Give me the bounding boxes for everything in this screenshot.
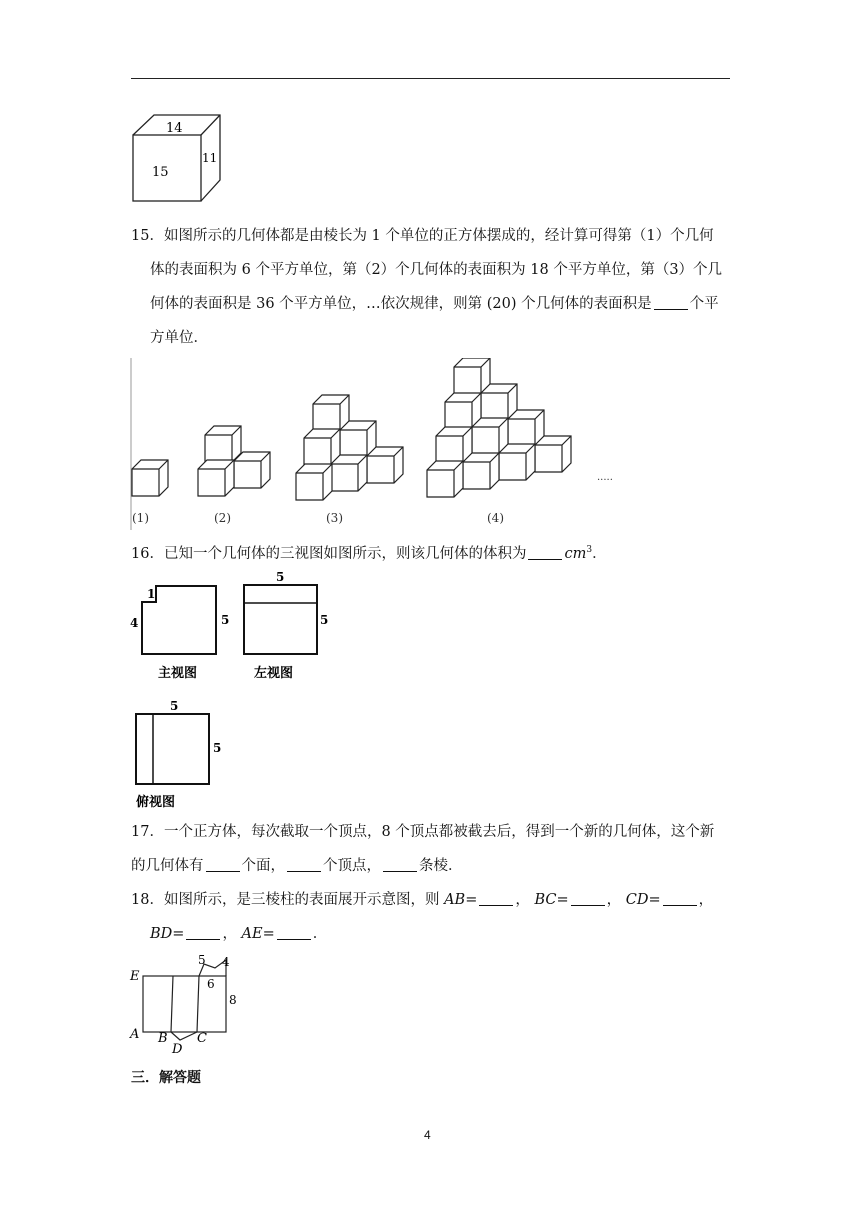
- q18-text: 18．如图所示，是三棱柱的表面展开示意图，则: [131, 892, 440, 908]
- q18-cd: CD: [625, 892, 649, 908]
- front-view-right-label: 5: [221, 613, 230, 627]
- q16-line: [131, 540, 607, 564]
- q18-bd-blank: [186, 925, 220, 940]
- q18-prism-net-figure: [128, 954, 252, 1058]
- q18-ab-blank: [479, 891, 513, 906]
- net-label-E: E: [130, 969, 140, 984]
- q15-line4: 方单位．: [150, 330, 208, 346]
- q18-eq: =: [172, 926, 185, 942]
- q16-answer-blank: [528, 545, 562, 560]
- top-view-right-label: 5: [213, 741, 222, 755]
- q18-sep: ，: [606, 892, 622, 908]
- q18-bd: BD: [150, 926, 173, 942]
- cube-front-label: 15: [152, 165, 169, 180]
- front-view-caption: 主视图: [158, 666, 198, 681]
- q15-fig2-label: (2): [214, 511, 231, 525]
- q18-ae-blank: [277, 925, 311, 940]
- q18-sep: ，: [515, 892, 530, 908]
- q15-fig3-label: (3): [326, 511, 343, 525]
- front-view-notch-label: 1: [147, 587, 156, 601]
- page-number: 4: [424, 1128, 431, 1142]
- q16-front-view: [128, 582, 238, 684]
- q18-eq: =: [556, 892, 569, 908]
- q18-line1: [131, 890, 713, 910]
- q15-fig1-label: (1): [132, 511, 149, 525]
- left-view-right-label: 5: [320, 613, 329, 627]
- net-label-B: B: [158, 1031, 168, 1046]
- q18-bc-blank: [571, 891, 605, 906]
- section-3-heading: 三．解答题: [131, 1070, 201, 1086]
- q15-answer-blank: [654, 295, 688, 310]
- q18-bc: BC: [534, 892, 557, 908]
- q18-ae: AE: [241, 926, 263, 942]
- q15-line3-end: 个平: [689, 296, 719, 312]
- net-label-A: A: [130, 1027, 140, 1042]
- q15-cube-stacks-figure: [126, 358, 626, 530]
- q18-eq: =: [465, 892, 478, 908]
- q18-sep: ，: [698, 892, 714, 908]
- net-label-C: C: [197, 1031, 207, 1046]
- q18-eq: =: [262, 926, 275, 942]
- q16-top-view: [128, 698, 238, 810]
- net-label-4: 4: [222, 955, 230, 969]
- q17-text-c: 个顶点，: [323, 858, 381, 874]
- q18-eq: =: [648, 892, 661, 908]
- q18-sep: ，: [222, 926, 237, 942]
- left-view-top-label: 5: [276, 570, 285, 584]
- q17-faces-blank: [206, 857, 240, 872]
- q16-left-view: [236, 568, 336, 684]
- q16-text: 16．已知一个几何体的三视图如图所示，则该几何体的体积为: [131, 545, 527, 562]
- q17-text-a: 的几何体有: [131, 858, 204, 874]
- q17-text-b: 个面，: [241, 858, 285, 874]
- net-label-6: 6: [207, 977, 215, 991]
- q17-edges-blank: [383, 857, 417, 872]
- q17-line2: [131, 856, 463, 876]
- q18-end: ．: [312, 926, 328, 942]
- net-label-5: 5: [198, 954, 206, 967]
- q15-line3: [150, 294, 719, 314]
- q17-text-d: 条棱．: [419, 858, 463, 874]
- q16-unit: cm: [564, 545, 587, 562]
- q18-cd-blank: [663, 891, 697, 906]
- q18-line2: [150, 924, 327, 944]
- q16-period: ．: [592, 545, 607, 562]
- q17-vertices-blank: [287, 857, 321, 872]
- front-view-left-label: 4: [130, 616, 139, 630]
- cube-figure: [130, 112, 225, 204]
- q15-ellipsis: .....: [597, 472, 613, 483]
- cube-top-label: 14: [166, 121, 183, 136]
- top-view-top-label: 5: [170, 699, 179, 713]
- q18-ab: AB: [444, 892, 466, 908]
- top-view-caption: 俯视图: [136, 795, 176, 810]
- q15-line2: 体的表面积为 6 个平方单位，第（2）个几何体的表面积为 18 个平方单位，第（3）个几: [150, 262, 723, 278]
- cube-side-label: 11: [202, 151, 218, 165]
- q16-unit-exponent: 3: [586, 545, 593, 555]
- q15-fig4-label: (4): [487, 511, 504, 525]
- left-view-caption: 左视图: [254, 666, 294, 681]
- q15-line3-text: 何体的表面积是 36 个平方单位，…依次规律，则第 (20) 个几何体的表面积是: [150, 296, 652, 312]
- header-rule: [131, 78, 730, 79]
- q17-line1: 17．一个正方体，每次截取一个顶点，8 个顶点都被截去后，得到一个新的几何体，这个新: [131, 824, 715, 840]
- q15-line1: 15．如图所示的几何体都是由棱长为 1 个单位的正方体摆成的，经计算可得第（1）个几何: [131, 228, 714, 244]
- net-label-D: D: [172, 1042, 183, 1057]
- net-label-8: 8: [229, 993, 237, 1007]
